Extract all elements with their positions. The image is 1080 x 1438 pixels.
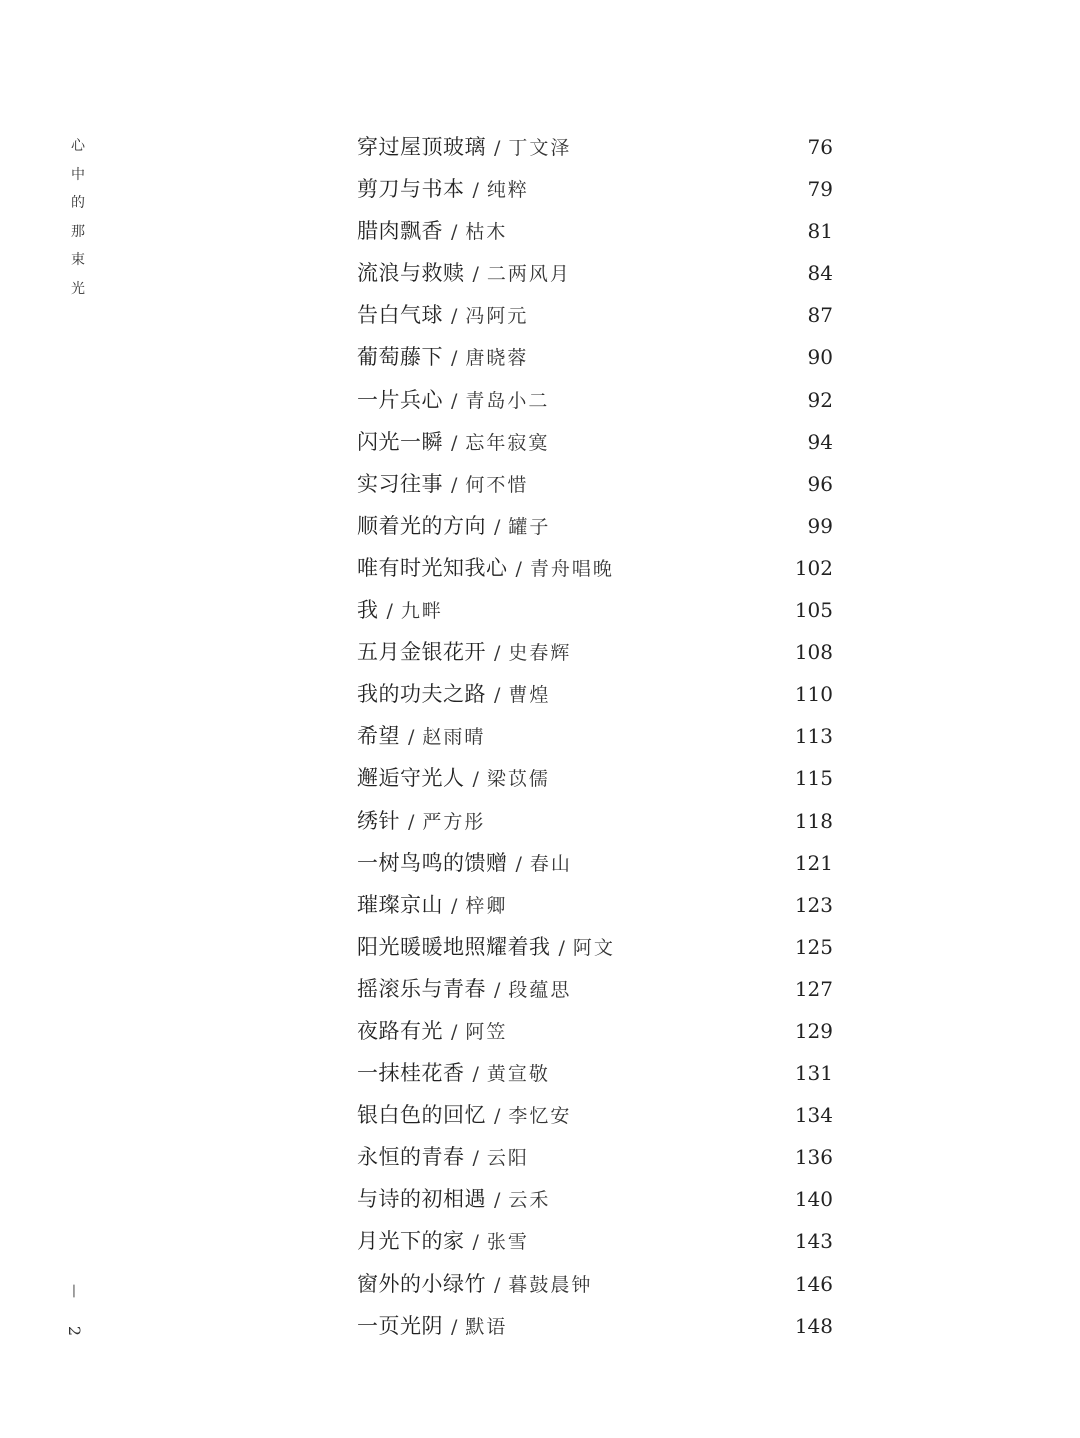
toc-entry-separator: / — [451, 347, 458, 370]
toc-entry-title: 阳光暖暖地照耀着我 — [357, 934, 551, 959]
toc-entry-title: 实习往事 — [357, 471, 443, 496]
toc-entry-separator: / — [515, 557, 522, 580]
toc-entry — [357, 1052, 833, 1094]
toc-entry — [357, 505, 833, 547]
toc-entry — [357, 1263, 833, 1305]
toc-entry-page: 81 — [807, 219, 833, 244]
toc-entry-author: 梁苡儒 — [486, 768, 550, 791]
toc-entry-page: 123 — [794, 892, 833, 917]
page-number-dash: — — [66, 1284, 82, 1298]
toc-entry — [357, 252, 833, 294]
toc-entry-author: 枯木 — [465, 221, 508, 244]
toc-entry-author: 丁文泽 — [508, 137, 572, 159]
toc-entry-title: 与诗的初相遇 — [357, 1187, 486, 1212]
toc-entry-page: 118 — [794, 808, 833, 833]
toc-entry-page: 92 — [807, 387, 833, 412]
book-title-vertical — [66, 132, 90, 304]
toc-entry-page: 148 — [794, 1313, 833, 1338]
toc-entry-separator: / — [451, 894, 458, 917]
toc-entry-page: 102 — [794, 555, 833, 580]
toc-entry — [357, 168, 833, 210]
toc-entry-separator: / — [494, 1189, 501, 1212]
toc-entry-page: 108 — [794, 640, 833, 665]
toc-entry-page: 110 — [794, 682, 833, 707]
toc-entry-title: 葡萄藤下 — [357, 345, 443, 370]
toc-entry — [357, 631, 833, 673]
toc-entry — [357, 1010, 833, 1052]
toc-entry-separator: / — [451, 305, 458, 328]
toc-entry-author: 春山 — [529, 852, 572, 875]
book-title-char: 的 — [71, 195, 85, 212]
toc-entry-page: 105 — [794, 598, 833, 623]
toc-entry-author: 唐晓蓉 — [465, 347, 529, 370]
toc-entry-author: 九畔 — [400, 600, 443, 623]
toc-entry-title: 月光下的家 — [357, 1229, 465, 1254]
toc-entry-author: 青舟唱晚 — [529, 557, 614, 580]
toc-entry — [357, 1305, 833, 1347]
toc-entry-title: 夜路有光 — [357, 1018, 443, 1043]
toc-entry-title: 银白色的回忆 — [357, 1103, 486, 1128]
toc-entry-page: 79 — [807, 177, 833, 202]
toc-entry-title: 一页光阴 — [357, 1313, 443, 1338]
toc-entry-separator: / — [494, 684, 501, 707]
toc-entry-title: 闪光一瞬 — [357, 429, 443, 454]
toc-entry-page: 84 — [807, 261, 833, 286]
toc-entry — [357, 1220, 833, 1262]
toc-entry-title: 告白气球 — [357, 303, 443, 328]
toc-entry-page: 76 — [807, 135, 833, 159]
toc-entry-title: 摇滚乐与青春 — [357, 976, 486, 1001]
toc-entry-author: 严方彤 — [422, 810, 486, 833]
toc-entry-title: 我 — [357, 598, 379, 623]
toc-entry-page: 127 — [794, 976, 833, 1001]
toc-entry-author: 云禾 — [508, 1189, 551, 1212]
toc-entry-page: 131 — [794, 1061, 833, 1086]
toc-entry-separator: / — [408, 726, 415, 749]
toc-entry-title: 绣针 — [357, 808, 400, 833]
toc-entry-title: 一抹桂花香 — [357, 1061, 465, 1086]
book-title-char: 中 — [71, 166, 85, 183]
toc-entry-separator: / — [494, 978, 501, 1001]
toc-entry-title: 一树鸟鸣的馈赠 — [357, 850, 508, 875]
toc-entry — [357, 968, 833, 1010]
toc-entry-title: 希望 — [357, 724, 400, 749]
toc-entry — [357, 926, 833, 968]
toc-entry-author: 赵雨晴 — [422, 726, 486, 749]
toc-entry-author: 段蕴思 — [508, 978, 572, 1001]
toc-entry-title: 流浪与救赎 — [357, 261, 465, 286]
toc-entry-title: 唯有时光知我心 — [357, 555, 508, 580]
toc-entry — [357, 589, 833, 631]
toc-entry-separator: / — [451, 389, 458, 412]
page-number — [60, 1282, 88, 1340]
book-title-char: 光 — [71, 280, 85, 297]
toc-entry-separator: / — [451, 221, 458, 244]
toc-entry-page: 134 — [794, 1103, 833, 1128]
toc-entry — [357, 463, 833, 505]
toc-entry-separator: / — [558, 936, 565, 959]
toc-entry — [357, 715, 833, 757]
toc-entry-page: 140 — [794, 1187, 833, 1212]
toc-entry-author: 罐子 — [508, 515, 551, 538]
toc-entry-author: 冯阿元 — [465, 305, 529, 328]
toc-entry-separator: / — [494, 1273, 501, 1296]
table-of-contents — [357, 126, 833, 1347]
toc-entry-author: 黄宣敬 — [486, 1063, 550, 1086]
toc-entry-title: 邂逅守光人 — [357, 766, 465, 791]
toc-entry-author: 李忆安 — [508, 1105, 572, 1128]
toc-entry-separator: / — [494, 1105, 501, 1128]
toc-entry-separator: / — [494, 515, 501, 538]
toc-entry-title: 璀璨京山 — [357, 892, 443, 917]
toc-entry-title: 五月金银花开 — [357, 640, 486, 665]
toc-entry-page: 94 — [807, 429, 833, 454]
toc-entry-author: 史春辉 — [508, 642, 572, 665]
toc-entry — [357, 673, 833, 715]
toc-entry-author: 二两风月 — [486, 263, 571, 286]
toc-entry-page: 146 — [794, 1271, 833, 1296]
toc-entry-author: 默语 — [465, 1315, 508, 1338]
toc-entry-page: 115 — [794, 766, 833, 791]
toc-entry-author: 阿文 — [572, 936, 615, 959]
toc-entry-title: 一片兵心 — [357, 387, 443, 412]
toc-entry — [357, 1178, 833, 1220]
toc-entry-separator: / — [451, 1020, 458, 1043]
toc-entry — [357, 547, 833, 589]
toc-entry — [357, 210, 833, 252]
toc-entry-separator: / — [451, 473, 458, 496]
toc-entry — [357, 1136, 833, 1178]
book-title-char: 那 — [71, 223, 85, 240]
toc-entry — [357, 126, 833, 168]
toc-entry-author: 青岛小二 — [465, 389, 550, 412]
toc-entry-page: 96 — [807, 471, 833, 496]
toc-entry-page: 90 — [807, 345, 833, 370]
toc-entry-separator: / — [408, 810, 415, 833]
toc-entry-separator: / — [472, 768, 479, 791]
toc-entry — [357, 800, 833, 842]
toc-entry-author: 梓卿 — [465, 894, 508, 917]
toc-entry-separator: / — [494, 137, 501, 159]
toc-entry — [357, 1094, 833, 1136]
toc-entry-author: 暮鼓晨钟 — [508, 1273, 593, 1296]
toc-entry — [357, 842, 833, 884]
toc-entry-title: 我的功夫之路 — [357, 682, 486, 707]
toc-entry-author: 阿笠 — [465, 1020, 508, 1043]
toc-entry — [357, 336, 833, 378]
toc-entry-separator: / — [515, 852, 522, 875]
toc-entry — [357, 884, 833, 926]
toc-entry-separator: / — [472, 263, 479, 286]
toc-entry-separator: / — [472, 1063, 479, 1086]
toc-entry-author: 忘年寂寞 — [465, 431, 550, 454]
toc-entry-page: 87 — [807, 303, 833, 328]
toc-entry-page: 125 — [794, 934, 833, 959]
book-title-char: 心 — [71, 138, 85, 154]
toc-entry-separator: / — [472, 179, 479, 202]
toc-entry-author: 曹煌 — [508, 684, 551, 707]
toc-entry-title: 腊肉飘香 — [357, 219, 443, 244]
toc-entry-page: 113 — [794, 724, 833, 749]
toc-entry — [357, 294, 833, 336]
book-title-char: 束 — [71, 252, 85, 269]
toc-entry-author: 何不惜 — [465, 473, 529, 496]
toc-entry-author: 张雪 — [486, 1231, 529, 1254]
toc-entry-separator: / — [386, 600, 393, 623]
toc-entry-separator: / — [472, 1231, 479, 1254]
toc-entry-page: 129 — [794, 1018, 833, 1043]
toc-entry — [357, 757, 833, 799]
page-number-value: 2 — [65, 1325, 84, 1337]
toc-entry-title: 永恒的青春 — [357, 1145, 465, 1170]
toc-entry-page: 143 — [794, 1229, 833, 1254]
toc-entry-title: 窗外的小绿竹 — [357, 1271, 486, 1296]
toc-entry-separator: / — [451, 1315, 458, 1338]
toc-entry-author: 纯粹 — [486, 179, 529, 202]
toc-entry-title: 剪刀与书本 — [357, 177, 465, 202]
toc-entry-separator: / — [451, 431, 458, 454]
toc-entry-author: 云阳 — [486, 1147, 529, 1170]
toc-entry-page: 136 — [794, 1145, 833, 1170]
toc-entry — [357, 421, 833, 463]
toc-entry-page: 99 — [807, 513, 833, 538]
toc-entry-title: 穿过屋顶玻璃 — [357, 135, 486, 159]
toc-entry-title: 顺着光的方向 — [357, 513, 486, 538]
toc-entry-page: 121 — [794, 850, 833, 875]
toc-entry-separator: / — [472, 1147, 479, 1170]
toc-entry-separator: / — [494, 642, 501, 665]
toc-entry — [357, 379, 833, 421]
